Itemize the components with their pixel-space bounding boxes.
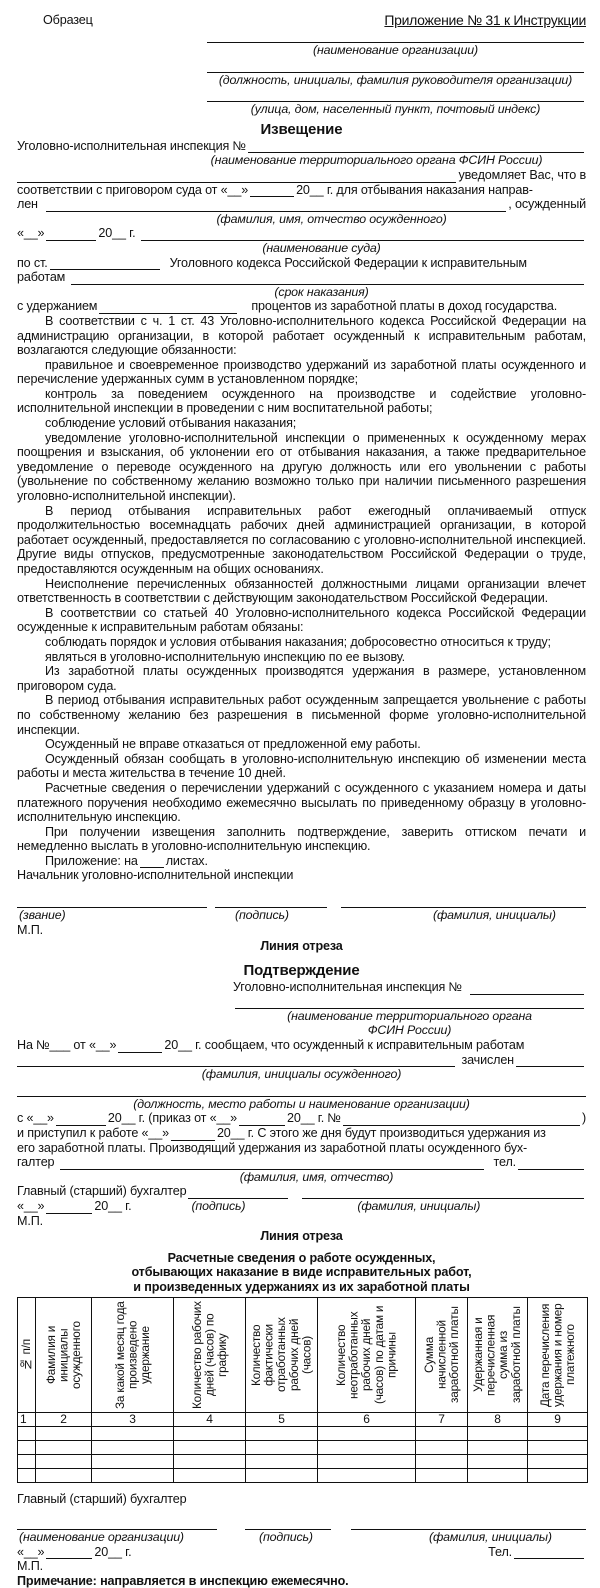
notice-paragraph: В соответствии со статьей 40 Уголовно-исполнительного кодекса Российской Федерации осужденные к исправительным работам обязаны: — [17, 605, 586, 635]
head-caption: (должность, инициалы, фамилия руководителя организации) — [218, 72, 573, 87]
name-caption: (фамилия, инициалы) — [433, 908, 556, 923]
calc-header-row — [18, 1297, 588, 1412]
table-cell[interactable] — [174, 1440, 246, 1454]
table-cell[interactable] — [18, 1454, 36, 1468]
works-text: работам — [17, 270, 66, 285]
rank-caption: (звание) — [19, 908, 66, 923]
table-cell[interactable] — [18, 1426, 36, 1440]
table-cell[interactable] — [416, 1454, 468, 1468]
chief-accountant-label: Главный (старший) бухгалтер — [17, 1184, 187, 1199]
table-row — [18, 1468, 588, 1482]
column-header — [174, 1297, 246, 1412]
confirmation-date-quote: «__» — [17, 1198, 45, 1213]
table-row — [18, 1454, 588, 1468]
calc-org-caption: (наименование организации) — [19, 1529, 184, 1544]
calc-date-quote: «__» — [17, 1544, 45, 1559]
calc-title-line: Расчетные сведения о работе осужденных, — [167, 1250, 436, 1265]
table-cell[interactable] — [468, 1426, 528, 1440]
notice-signature-captions — [17, 908, 586, 923]
column-header-text: Сумма начисленной заработной платы — [421, 1306, 461, 1404]
table-cell[interactable] — [18, 1440, 36, 1454]
table-cell[interactable] — [92, 1426, 174, 1440]
confirmation-cut-line: Линия отреза — [260, 1229, 343, 1244]
territorial-field[interactable] — [235, 997, 584, 1009]
column-header — [92, 1297, 174, 1412]
started-month-field[interactable] — [171, 1129, 215, 1141]
sentence-row — [17, 183, 586, 198]
withholding-prefix: с удержанием — [17, 299, 98, 314]
calc-signature-lines — [17, 1517, 586, 1530]
calc-number-row — [18, 1412, 588, 1426]
notice-paragraph: уведомление уголовно-исполнительной инспекции о примененных к осужденному мерах поощрения и взыскания, об уклонении его от отбывания наказания, а также предварительное уведомление о переводе осужденного на другую должность или его увольнении с работы (увольнение по собственному желанию возможно только при наличии письменного разрешения уголовно-исполнительной инспекции). — [17, 430, 586, 504]
salary-text: его заработной платы. Производящий удержания из заработной платы осужденного бух- — [17, 1140, 528, 1155]
accountant-row — [17, 1155, 586, 1170]
org-name-field[interactable] — [207, 31, 584, 43]
table-cell[interactable] — [468, 1468, 528, 1482]
calc-stamp: М.П. — [17, 1559, 43, 1574]
column-number: 1 — [18, 1412, 36, 1426]
notice-paragraph: являться в уголовно-исполнительную инспекцию по ее вызову. — [45, 649, 406, 664]
table-cell[interactable] — [528, 1468, 588, 1482]
column-number: 4 — [174, 1412, 246, 1426]
accountant-tel-field[interactable] — [518, 1158, 584, 1170]
signature-field[interactable] — [215, 895, 327, 908]
reply-month-field[interactable] — [118, 1041, 162, 1053]
inspection-label: Уголовно-исполнительная инспекция № — [17, 138, 246, 153]
table-cell[interactable] — [528, 1426, 588, 1440]
notice-paragraph: В период отбывания исправительных работ ежегодный оплачиваемый отпуск продолжительностью восемнадцать рабочих дней администрацией организации, в которой работает осужденный, предоставляется по согласованию с уголовно-исполнительной инспекцией. Другие виды отпусков, предусмотренные законодательством Российской Федерации о труде, предоставляются осужденным на общих основаниях. — [17, 503, 586, 576]
table-cell[interactable] — [36, 1440, 92, 1454]
table-cell[interactable] — [416, 1468, 468, 1482]
calc-tel-field[interactable] — [514, 1547, 584, 1559]
column-number: 2 — [36, 1412, 92, 1426]
confirmation-inspection-row — [17, 980, 586, 995]
sentence-suffix: 20__ г. для отбывания наказания направ- — [296, 182, 533, 197]
enrolled-position-field[interactable] — [516, 1055, 584, 1067]
enrolled-text: зачислен — [461, 1052, 514, 1067]
table-cell[interactable] — [36, 1468, 92, 1482]
notice-paragraph: соблюдать порядок и условия отбывания наказания; добросовестно относиться к труду; — [45, 634, 551, 649]
accountant-name-field[interactable] — [60, 1158, 483, 1170]
calc-signature-caption: (подпись) — [259, 1529, 313, 1544]
table-cell[interactable] — [468, 1440, 528, 1454]
position-caption: (должность, место работы и наименование организации) — [133, 1096, 470, 1111]
calc-signature-field[interactable] — [245, 1517, 331, 1530]
table-cell[interactable] — [18, 1468, 36, 1482]
table-cell[interactable] — [174, 1426, 246, 1440]
org-name-caption: (наименование организации) — [313, 43, 478, 57]
convicted-text: , осужденный — [508, 197, 586, 212]
table-cell[interactable] — [174, 1468, 246, 1482]
notice-signature-lines — [17, 895, 586, 908]
column-number: 9 — [528, 1412, 588, 1426]
table-cell[interactable] — [528, 1454, 588, 1468]
notice-title: Извещение — [260, 120, 343, 138]
column-header-text: № п/п — [19, 1338, 34, 1372]
notice-paragraph: соблюдение условий отбывания наказания; — [45, 416, 297, 431]
attachment-row — [17, 854, 586, 869]
organization-block — [205, 28, 586, 117]
notifies-text: уведомляет Вас, что в — [458, 167, 586, 182]
table-cell[interactable] — [416, 1426, 468, 1440]
court-name-field[interactable] — [141, 229, 584, 241]
notice-paragraph: контроль за поведением осужденного на производстве и содействие уголовно-исполнительной инспекции в проведении с ним воспитательной работы; — [17, 386, 586, 416]
column-header — [528, 1297, 588, 1412]
attachment-suffix: листах. — [165, 853, 208, 868]
confirmation-month-field[interactable] — [46, 1202, 92, 1214]
stamp-label: М.П. — [17, 923, 43, 938]
note-label: Примечание — [17, 1573, 93, 1588]
column-header-text: Количество неотработанных рабочих дней (часов) по датам и причины — [334, 1305, 399, 1405]
confirmation-inspection-label: Уголовно-исполнительная инспекция № — [233, 980, 462, 995]
table-cell[interactable] — [36, 1454, 92, 1468]
from-prefix: с «__» — [17, 1111, 54, 1126]
column-number: 3 — [92, 1412, 174, 1426]
court-month-field[interactable] — [46, 229, 96, 241]
withholding-suffix: процентов из заработной платы в доход государства. — [251, 299, 558, 314]
convict-name-field[interactable] — [46, 200, 506, 212]
calc-month-field[interactable] — [46, 1547, 92, 1559]
table-cell[interactable] — [246, 1454, 318, 1468]
started-prefix: и приступил к работе «__» — [17, 1126, 169, 1140]
confirmation-name-caption: (фамилия, инициалы) — [357, 1198, 481, 1213]
notice-paragraph: правильное и своевременное производство удержаний из заработной платы осужденного и перечисление удержанных сумм в установленном порядке; — [17, 357, 586, 387]
notice-paragraph: Осужденный не вправе отказаться от предложенной ему работы. — [45, 737, 421, 752]
inspection-number-field[interactable] — [248, 141, 584, 153]
started-suffix: 20__ г. С этого же дня будут производиться удержания из — [216, 1126, 546, 1140]
table-cell[interactable] — [318, 1454, 416, 1468]
column-header — [18, 1297, 36, 1412]
article-field[interactable] — [50, 258, 160, 270]
accountant-tel-label: тел. — [493, 1155, 516, 1170]
notice-paragraph: Расчетные сведения о перечислении удержаний с осужденного с указанием номера и даты платежного поручения необходимо ежемесячно высылать по приведенному образцу в уголовно-исполнительную инспекцию. — [17, 780, 586, 825]
calc-year: 20__ г. — [94, 1544, 132, 1559]
notice-paragraph: Неисполнение перечисленных обязанностей должностными лицами организации влечет ответственность в соответствии с действующим законодательством Российской Федерации. — [17, 576, 586, 606]
court-date-row — [17, 226, 586, 241]
convict-fio-caption: (фамилия, имя, отчество осужденного) — [216, 211, 447, 226]
accountant-fio-caption: (фамилия, имя, отчество) — [239, 1169, 394, 1184]
calc-table — [17, 1297, 588, 1483]
notice-paragraph: Осужденный обязан сообщать в уголовно-исполнительную инспекцию об изменении места работы и места жительства в течение 10 дней. — [17, 751, 586, 781]
confirmation-date-row — [17, 1199, 586, 1214]
table-cell[interactable] — [92, 1440, 174, 1454]
column-number: 6 — [318, 1412, 416, 1426]
directed-row — [17, 197, 586, 212]
court-year: 20__ г. — [98, 226, 136, 241]
rank-field[interactable] — [17, 895, 207, 908]
address-field[interactable] — [207, 90, 584, 102]
attachment-prefix: Приложение: на — [45, 853, 138, 868]
withholding-row — [17, 299, 586, 314]
column-header-text: Дата перечисления удержания и номер платежного — [537, 1303, 577, 1407]
calc-signature-captions — [17, 1530, 586, 1545]
notifies-row — [17, 168, 586, 183]
column-header — [468, 1297, 528, 1412]
table-cell[interactable] — [246, 1440, 318, 1454]
chief-label: Начальник уголовно-исполнительной инспекции — [17, 868, 294, 883]
notice-paragraph: В период отбывания исправительных работ осужденным запрещается увольнение с работы по собственному желанию без разрешения в письменной форме уголовно-исполнительной инспекции. — [17, 693, 586, 737]
column-header-text: Фамилия и инициалы осужденного — [43, 1321, 83, 1389]
confirmation-territorial-caption-1: (наименование территориального органа — [287, 1008, 532, 1023]
confirmation-inspection-field[interactable] — [470, 983, 584, 995]
reply-number: На №___ от «__» — [17, 1038, 117, 1053]
column-number: 8 — [468, 1412, 528, 1426]
reply-text: 20__ г. сообщаем, что осужденный к исправительным работам — [164, 1038, 525, 1053]
directed-text: лен — [17, 197, 38, 212]
order-number-field[interactable] — [343, 1114, 580, 1126]
sentence-month-field[interactable] — [250, 185, 294, 197]
address-caption: (улица, дом, населенный пункт, почтовый индекс) — [250, 102, 541, 117]
cut-line: Линия отреза — [260, 938, 343, 953]
confirmation-signature-caption: (подпись) — [191, 1198, 246, 1213]
article-prefix: по ст. — [17, 255, 48, 270]
table-row — [18, 1426, 588, 1440]
table-cell[interactable] — [92, 1454, 174, 1468]
table-cell[interactable] — [92, 1468, 174, 1482]
from-row — [17, 1111, 586, 1126]
table-cell[interactable] — [174, 1454, 246, 1468]
column-header-text: Количество фактически отработанных рабочих дней (часов) — [249, 1317, 314, 1393]
enrolled-row — [17, 1053, 586, 1068]
sentence-prefix: соответствии с приговором суда от «__» — [17, 182, 249, 197]
withholding-percent-field[interactable] — [99, 302, 237, 314]
note — [17, 1574, 586, 1588]
court-caption: (наименование суда) — [262, 240, 381, 255]
note-text: : направляется в инспекцию ежемесячно. — [92, 1573, 349, 1588]
notice-paragraph: В соответствии с ч. 1 ст. 43 Уголовно-исполнительного кодекса Российской Федерации на администрацию организации, в которой работает осужденный к исправительным работам, возлагаются следующие обязанности: — [17, 313, 586, 358]
calc-name-caption: (фамилия, инициалы) — [429, 1529, 552, 1544]
table-cell[interactable] — [36, 1426, 92, 1440]
table-cell[interactable] — [246, 1426, 318, 1440]
term-caption: (срок наказания) — [274, 284, 369, 299]
head-field[interactable] — [207, 61, 584, 73]
order-year: 20__ г. № — [287, 1111, 341, 1126]
calc-name-field[interactable] — [351, 1517, 586, 1530]
chief-accountant-name-field[interactable] — [302, 1187, 584, 1199]
article-suffix: Уголовного кодекса Российской Федерации к исправительным — [169, 255, 527, 270]
notice-body — [17, 314, 586, 854]
order-close: ) — [581, 1111, 586, 1126]
column-header — [318, 1297, 416, 1412]
sample-label: Образец — [43, 13, 93, 28]
calc-title-line: и произведенных удержаниях из их заработной платы — [133, 1279, 470, 1294]
column-number: 7 — [416, 1412, 468, 1426]
recipient-field[interactable] — [17, 171, 456, 183]
document-header — [17, 6, 586, 28]
column-number: 5 — [246, 1412, 318, 1426]
calc-date-row — [17, 1545, 586, 1560]
confirmation-stamp: М.П. — [17, 1213, 43, 1228]
table-cell[interactable] — [416, 1440, 468, 1454]
order-month-field[interactable] — [239, 1114, 285, 1126]
table-cell[interactable] — [318, 1440, 416, 1454]
confirmation-fio-caption: (фамилия, инициалы осужденного) — [201, 1067, 402, 1082]
started-row — [17, 1126, 586, 1141]
chief-accountant-signature-field[interactable] — [188, 1187, 288, 1199]
column-header-text: Количество рабочих дней (часов) по графику — [189, 1301, 229, 1409]
enrolled-name-field[interactable] — [17, 1055, 455, 1067]
territorial-line — [17, 995, 586, 1009]
article-row — [17, 256, 586, 271]
table-cell[interactable] — [528, 1440, 588, 1454]
territorial-caption: (наименование территориального органа ФСИН России) — [210, 153, 543, 168]
table-cell[interactable] — [246, 1468, 318, 1482]
court-date-quote: «__» — [17, 226, 45, 241]
attachment-pages-field[interactable] — [140, 856, 164, 868]
column-header — [416, 1297, 468, 1412]
column-header — [246, 1297, 318, 1412]
appendix-reference: Приложение № 31 к Инструкции — [384, 12, 586, 29]
from-month-field[interactable] — [56, 1114, 106, 1126]
reply-row — [17, 1038, 586, 1053]
calc-title — [17, 1251, 586, 1294]
accountant-prefix: галтер — [17, 1155, 55, 1170]
table-cell[interactable] — [318, 1468, 416, 1482]
signature-caption: (подпись) — [235, 908, 289, 923]
name-field[interactable] — [341, 895, 586, 908]
table-cell[interactable] — [468, 1454, 528, 1468]
position-line — [17, 1082, 586, 1097]
term-field[interactable] — [71, 273, 584, 285]
works-row — [17, 270, 586, 285]
notice-paragraph: Из заработной платы осужденных производятся удержания в размере, установленном приговором суда. — [17, 664, 586, 693]
calc-org-field[interactable] — [17, 1517, 217, 1530]
calc-chief-accountant: Главный (старший) бухгалтер — [17, 1491, 187, 1506]
confirmation-title: Подтверждение — [243, 962, 360, 980]
column-header-text: Удержанная и перечисленная сумма из заработной платы — [471, 1306, 524, 1404]
column-header — [36, 1297, 92, 1412]
calc-tel-label: Тел. — [488, 1544, 512, 1559]
notice-inspection-row — [17, 139, 586, 154]
column-header-text: За какой месяц года произведено удержание — [112, 1301, 152, 1409]
calc-title-line: отбывающих наказание в виде исправительных работ, — [131, 1265, 472, 1280]
chief-accountant-row — [17, 1184, 586, 1199]
table-cell[interactable] — [318, 1426, 416, 1440]
table-row — [18, 1440, 588, 1454]
confirmation-territorial-caption-2: ФСИН России) — [367, 1023, 452, 1038]
position-field[interactable] — [17, 1085, 586, 1097]
confirmation-year: 20__ г. — [94, 1198, 132, 1213]
notice-paragraph: При получении извещения заполнить подтверждение, заверить оттиском печати и немедленно выслать в уголовно-исполнительную инспекцию. — [17, 824, 586, 854]
from-order: 20__ г. (приказ от «__» — [107, 1111, 238, 1126]
